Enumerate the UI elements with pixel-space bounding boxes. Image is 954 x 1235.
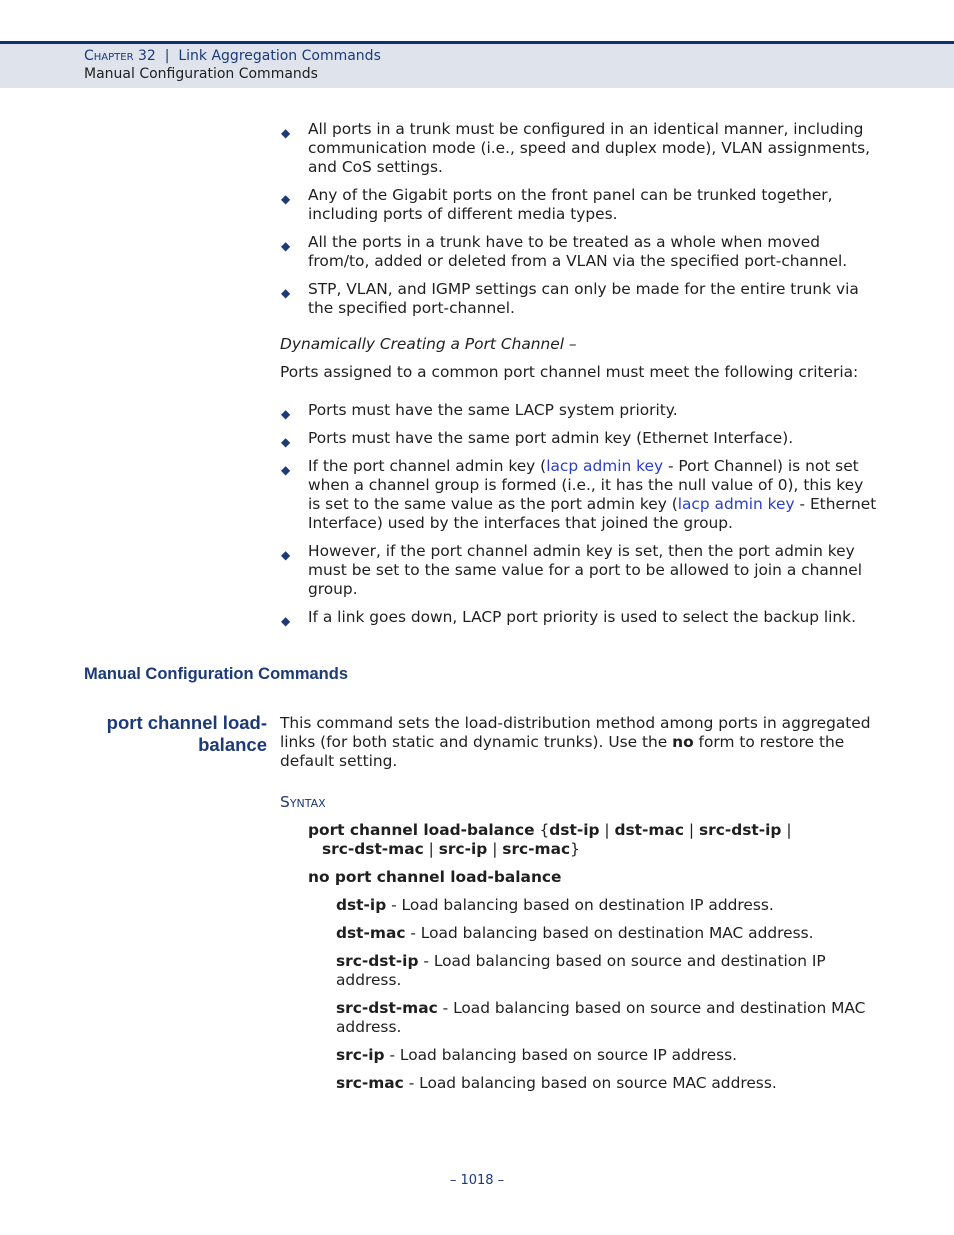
diamond-bullet-icon: ◆	[281, 239, 291, 253]
command-heading	[84, 712, 267, 756]
diamond-bullet-icon: ◆	[281, 286, 291, 300]
parameter-item: src-dst-mac - Load balancing based on source and destination MAC address.	[336, 999, 866, 1036]
lacp-admin-key-link[interactable]: lacp admin key	[677, 495, 795, 513]
diamond-bullet-icon: ◆	[281, 192, 291, 206]
parameter-item: dst-ip - Load balancing based on destination IP address.	[336, 896, 774, 914]
diamond-bullet-icon: ◆	[281, 548, 291, 562]
list-item: ◆ If the port channel admin key (lacp admin key - Port Channel) is not set when a channel group is formed (i.e., it has the null value of 0), this key is set to the same value as the port admin key (lacp admin key - Ethernet Interface) used by the interfaces that joined the group.	[281, 457, 877, 532]
running-header	[0, 41, 954, 88]
syntax-command: port channel load-balance {dst-ip | dst-mac | src-dst-ip | src-dst-mac | src-ip | src-mac}	[308, 821, 792, 858]
list-item: ◆ STP, VLAN, and IGMP settings can only be made for the entire trunk via the specified port-channel.	[281, 280, 859, 317]
parameter-list	[336, 896, 866, 1093]
header-section: Manual Configuration Commands	[84, 66, 318, 82]
diamond-bullet-icon: ◆	[281, 463, 291, 477]
parameter-item: dst-mac - Load balancing based on destination MAC address.	[336, 924, 814, 942]
dynamic-subheading: Dynamically Creating a Port Channel –	[280, 335, 577, 353]
list-item: ◆ All ports in a trunk must be configured in an identical manner, including communication mode (i.e., speed and duplex mode), VLAN assignments, and CoS settings.	[281, 120, 871, 176]
trunk-rules-list	[280, 120, 880, 318]
command-description: This command sets the load-distribution method among ports in aggregated links (for both static and dynamic trunks). Use the no form to restore the default setting.	[280, 714, 871, 770]
command-name-line2: balance	[198, 734, 267, 755]
page-number: – 1018 –	[449, 1173, 505, 1188]
diamond-bullet-icon: ◆	[281, 126, 291, 140]
command-name-line1: port channel load-	[106, 712, 267, 733]
lacp-admin-key-link[interactable]: lacp admin key	[546, 457, 664, 475]
list-item: ◆ Any of the Gigabit ports on the front panel can be trunked together, including ports of different media types.	[281, 186, 833, 223]
parameter-item: src-dst-ip - Load balancing based on source and destination IP address.	[336, 952, 826, 989]
criteria-list	[280, 401, 880, 627]
no-keyword: no	[672, 733, 694, 751]
list-item: ◆ All the ports in a trunk have to be treated as a whole when moved from/to, added or deleted from a VLAN via the specified port-channel.	[281, 233, 848, 270]
dynamic-intro: Ports assigned to a common port channel must meet the following criteria:	[280, 363, 859, 381]
list-item: ◆ Ports must have the same port admin key (Ethernet Interface).	[280, 429, 880, 448]
list-item: ◆ If a link goes down, LACP port priority is used to select the backup link.	[280, 608, 880, 627]
diamond-bullet-icon: ◆	[281, 614, 291, 628]
header-chapter-line	[84, 48, 381, 64]
parameter-item: src-ip - Load balancing based on source IP address.	[336, 1046, 738, 1064]
parameter-item: src-mac - Load balancing based on source MAC address.	[336, 1074, 777, 1092]
chapter-number: Chapter 32	[84, 48, 156, 64]
list-item: ◆ Ports must have the same LACP system priority.	[280, 401, 880, 420]
section-heading: Manual Configuration Commands	[84, 665, 348, 683]
syntax-no-command: no port channel load-balance	[308, 868, 562, 886]
list-item: ◆ However, if the port channel admin key is set, then the port admin key must be set to the same value for a port to be allowed to join a channel group.	[281, 542, 863, 598]
diamond-bullet-icon: ◆	[281, 435, 291, 449]
diamond-bullet-icon: ◆	[281, 407, 291, 421]
header-separator: |	[164, 48, 170, 64]
chapter-title: Link Aggregation Commands	[178, 48, 381, 64]
syntax-heading: Syntax	[280, 793, 326, 811]
